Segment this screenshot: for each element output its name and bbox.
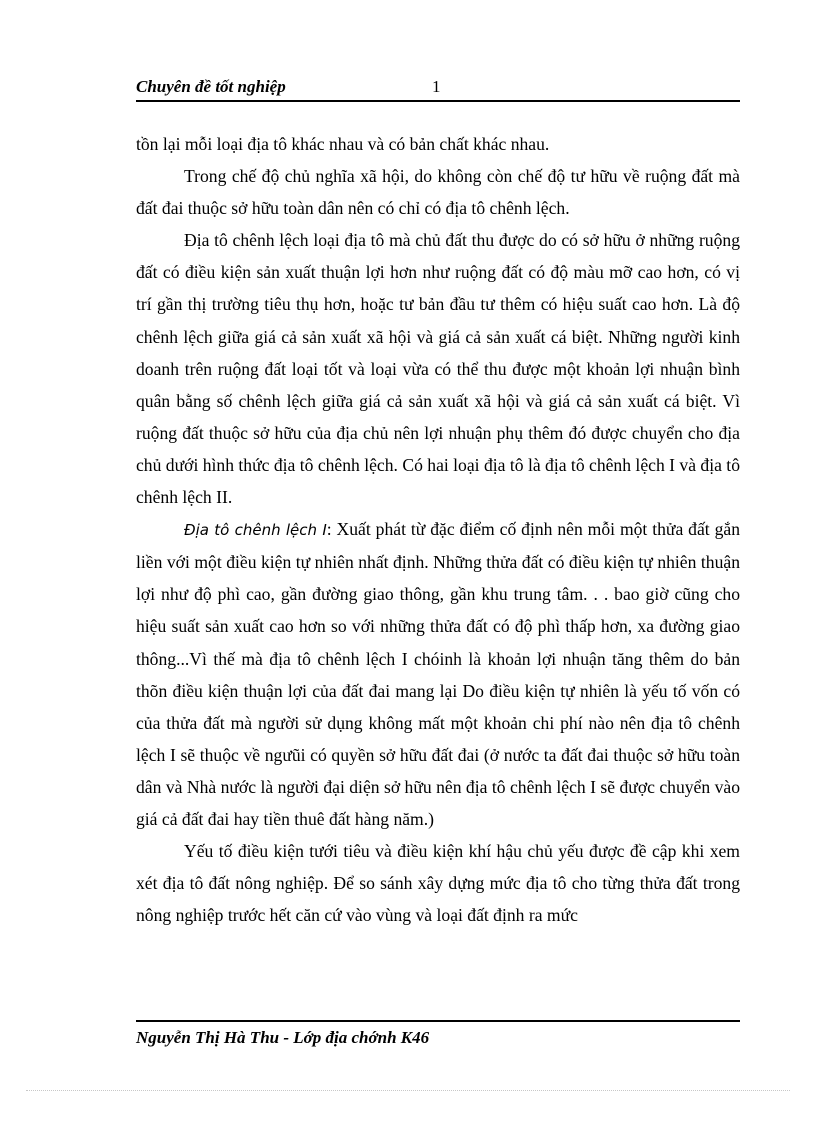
paragraph-differential-rent-i-text: : Xuất phát từ đặc điểm cố định nên mỗi một thửa đất gắn liền với một điều kiện tự nhiên nhất định. Những thửa đất có điều kiện tự nhiên thuận lợi như độ phì cao, gần đường giao thông, gần khu trung tâm. . . bao giờ cũng cho hiệu suất sản xuất cao hơn so với những thửa đất có độ phì thấp hơn, xa đường giao thông...Vì thế mà địa tô chênh lệch I chóinh là khoản lợi nhuận tăng thêm do bản thõn điều kiện thuận lợi của đất đai mang lại Do điều kiện tự nhiên là yếu tố vốn có của thửa đất mà người sử dụng không mất một khoản chi phí nào nên địa tô chênh lệch I sẽ thuộc về ngưũi có quyền sở hữu đất đai (ở nước ta đất đai thuộc sở hữu toàn dân và Nhà nước là người đại diện sở hữu nên địa tô chênh lệch I sẽ được chuyển vào giá cả đất đai hay tiền thuê đất hàng năm.) [136, 519, 740, 829]
header-title: Chuyên đề tốt nghiệp [136, 77, 286, 96]
paragraph-irrigation-climate: Yếu tố điều kiện tưới tiêu và điều kiện khí hậu chủ yếu được đề cập khi xem xét địa tô đất nông nghiệp. Để so sánh xây dựng mức địa tô cho từng thửa đất trong nông nghiệp trước hết căn cứ vào vùng và loại đất định ra mức [136, 841, 740, 926]
paragraph-continuation: tồn lại mỗi loại địa tô khác nhau và có bản chất khác nhau. [136, 134, 550, 154]
page-footer [136, 1020, 740, 1047]
paragraph-differential-rent-i [136, 513, 740, 835]
page-number: 1 [432, 77, 441, 96]
paragraph-differential-rent: Địa tô chênh lệch loại địa tô mà chủ đất thu được do có sở hữu ở những ruộng đất có điều kiện sản xuất thuận lợi hơn như ruộng đất có độ màu mỡ cao hơn, có vị trí gần thị trường tiêu thụ hơn, hoặc tư bản đầu tư thêm có hiệu suất cao hơn. Là độ chênh lệch giữa giá cả sản xuất xã hội và giá cả sản xuất cá biệt. Những người kinh doanh trên ruộng đất loại tốt và loại vừa có thể thu được một khoản lợi nhuận bình quân bằng số chênh lệch giữa giá cả sản xuất xã hội và giá cả sản xuất cá biệt. Vì ruộng đất thuộc sở hữu của địa chủ nên lợi nhuận phụ thêm đó được chuyển cho địa chủ dưới hình thức địa tô chênh lệch. Có hai loại địa tô là địa tô chênh lệch I và địa tô chênh lệch II. [136, 230, 740, 508]
footer-author: Nguyễn Thị Hà Thu - Lớp địa chớnh K46 [136, 1028, 430, 1047]
body-text [136, 128, 740, 931]
page-header [136, 76, 740, 102]
page-bottom-divider [26, 1090, 790, 1091]
paragraph-socialist-land-rent: Trong chế độ chủ nghĩa xã hội, do không còn chế độ tư hữu về ruộng đất mà đất đai thuộc sở hữu toàn dân nên có chỉ có địa tô chênh lệch. [136, 166, 740, 219]
term-differential-rent-i: Địa tô chênh lệch I [184, 521, 327, 540]
